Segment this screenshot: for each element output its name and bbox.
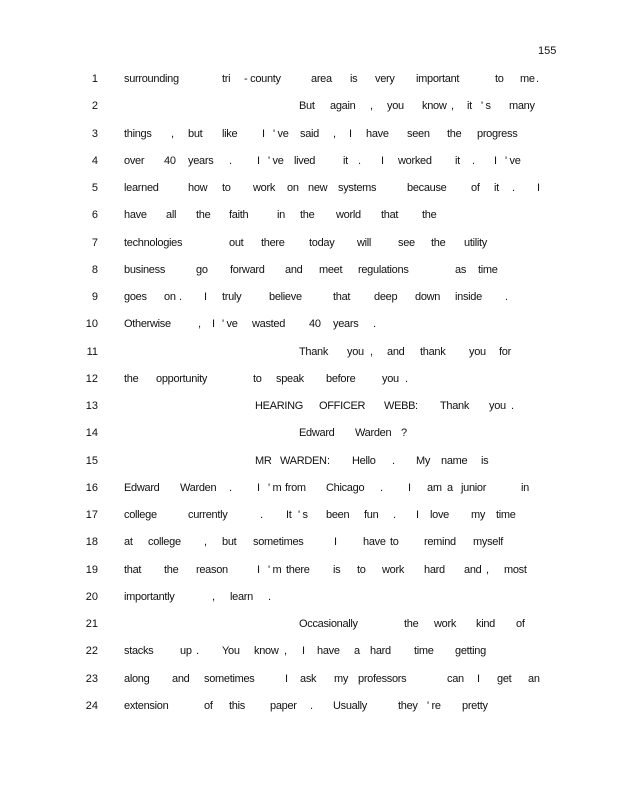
transcript-word: - county [244,73,281,85]
transcript-word: my [334,672,349,685]
transcript-word: I [537,182,540,194]
transcript-word: goes [124,291,147,303]
transcript-word: systems [338,182,377,194]
transcript-word: have [366,127,389,140]
transcript-word: ask [300,672,317,685]
transcript-word: fun [364,509,379,521]
transcript-word: have [124,209,147,222]
transcript-word: area [311,73,332,85]
transcript-line [0,264,618,278]
transcript-word: . [505,291,508,303]
transcript-word: progress [477,127,518,140]
transcript-word: myself [473,536,503,549]
transcript-word: on [164,291,176,303]
line-number: 6 [91,209,98,222]
transcript-word: It [286,509,292,521]
transcript-word: meet [319,263,343,276]
transcript-word: you [387,100,404,113]
transcript-word: down [415,291,441,303]
transcript-word: of [516,618,525,630]
transcript-word: . [472,154,475,167]
transcript-word: ' ve [505,154,521,167]
transcript-word: ? [401,427,407,440]
transcript-word: have [363,536,386,549]
transcript-word: like [222,127,238,140]
transcript-word: learn [230,590,253,603]
line-number: 24 [85,699,98,712]
transcript-word: Usually [333,699,367,712]
transcript-word: ' ve [273,127,289,140]
transcript-word: , [370,345,373,358]
transcript-word: . [393,509,396,521]
transcript-word: the [300,209,315,222]
transcript-line [0,536,618,550]
transcript-word: they [398,699,418,712]
transcript-word: , [204,536,207,549]
line-number: 19 [85,563,98,576]
transcript-word: is [333,563,341,576]
line-number: 21 [85,618,98,630]
transcript-word: ' s [298,509,308,521]
transcript-line [0,73,618,87]
transcript-word: today [309,236,335,249]
transcript-word: college [148,536,181,549]
transcript-word: years [188,154,214,167]
transcript-word: , [212,590,215,603]
transcript-word: kind [476,618,495,630]
transcript-word: world [336,209,361,222]
transcript-word: work [253,182,276,194]
transcript-word: thank [420,345,446,358]
transcript-word: work [434,618,457,630]
transcript-word: there [286,563,310,576]
transcript-word: . [392,454,395,467]
transcript-word: and [172,672,190,685]
transcript-word: can [447,672,464,685]
line-number: 2 [91,100,98,113]
transcript-line [0,645,618,659]
transcript-word: Edward [124,481,160,494]
transcript-word: an [528,672,540,685]
transcript-word: paper [270,699,297,712]
transcript-word: opportunity [156,372,208,385]
transcript-word: remind [424,536,456,549]
transcript-word: tri [222,73,231,85]
transcript-word: you [489,400,506,412]
transcript-word: , [486,563,489,576]
transcript-line [0,591,618,605]
transcript-word: faith [229,209,249,222]
transcript-word: the [431,236,446,249]
transcript-line [0,209,618,223]
transcript-word: importantly [124,590,175,603]
transcript-word: said [300,127,319,140]
transcript-word: ' s [481,100,491,113]
transcript-word: the [196,209,211,222]
transcript-word: OFFICER [319,400,366,412]
transcript-word: but [222,536,237,549]
transcript-word: along [124,672,150,685]
transcript-word: and [285,263,303,276]
transcript-word: things [124,127,152,140]
transcript-line [0,128,618,142]
transcript-word: time [496,509,516,521]
transcript-word: extension [124,699,169,712]
line-number: 20 [85,590,98,603]
transcript-word: surrounding [124,73,179,85]
transcript-word: I [416,509,419,521]
line-number: 22 [85,645,98,658]
transcript-word: hard [424,563,445,576]
line-number: 15 [85,454,98,467]
transcript-word: wasted [252,318,286,331]
transcript-word: . [511,400,514,412]
transcript-word: at [124,536,133,549]
transcript-word: worked [398,154,432,167]
transcript-word: in [277,209,285,222]
transcript-word: learned [124,182,159,194]
transcript-line [0,509,618,523]
transcript-word: how [188,182,208,194]
transcript-word: work [382,563,405,576]
transcript-line [0,673,618,687]
transcript-line [0,318,618,332]
transcript-word: that [124,563,142,576]
transcript-word: You [222,645,240,658]
transcript-word: . [229,481,232,494]
transcript-word: love [430,509,449,521]
transcript-word: I [381,154,384,167]
transcript-word: college [124,509,157,521]
transcript-word: out [229,236,244,249]
transcript-line [0,182,618,196]
transcript-word: a [447,481,453,494]
transcript-word: that [381,209,399,222]
transcript-word: my [471,509,486,521]
transcript-word: this [229,699,245,712]
transcript-word: Thank [440,400,470,412]
transcript-line [0,455,618,469]
transcript-word: years [333,318,359,331]
transcript-word: inside [455,291,482,303]
transcript-word: as [455,263,467,276]
line-number: 14 [85,427,98,440]
line-number: 17 [85,509,98,521]
transcript-word: very [375,73,395,85]
transcript-word: sometimes [253,536,304,549]
transcript-word: in [521,481,529,494]
transcript-word: the [447,127,462,140]
transcript-word: , [284,645,287,658]
transcript-word: ' ve [222,318,238,331]
transcript-word: to [390,536,399,549]
line-number: 5 [91,182,98,194]
transcript-word: that [333,291,351,303]
transcript-word: . [358,154,361,167]
transcript-word: ' m [268,481,282,494]
transcript-word: stacks [124,645,154,658]
transcript-word: ' ve [268,154,284,167]
transcript-word: regulations [358,263,409,276]
line-number: 7 [91,236,98,249]
transcript-word: new [308,182,328,194]
transcript-word: I [302,645,305,658]
line-number: 11 [86,345,98,358]
transcript-word: . [512,182,515,194]
transcript-word: , [171,127,174,140]
line-number: 12 [85,372,98,385]
transcript-word: I [257,481,260,494]
transcript-word: get [497,672,512,685]
line-number: 3 [91,127,98,140]
transcript-word: utility [464,236,487,249]
transcript-word: on [287,182,299,194]
transcript-line [0,482,618,496]
transcript-word: me [520,73,535,85]
transcript-word: before [326,372,356,385]
transcript-word: to [222,182,231,194]
transcript-word: I [349,127,352,140]
transcript-word: a [354,645,360,658]
transcript-word: but [188,127,203,140]
transcript-line [0,373,618,387]
transcript-word: I [334,536,337,549]
transcript-word: . [310,699,313,712]
line-number: 8 [91,263,98,276]
transcript-line [0,700,618,714]
transcript-word: , [370,100,373,113]
transcript-word: there [261,236,285,249]
transcript-word: the [404,618,419,630]
transcript-word: MR [255,454,272,467]
transcript-word: I [204,291,207,303]
transcript-word: 40 [164,154,176,167]
transcript-word: up [180,645,192,658]
transcript-word: I [285,672,288,685]
transcript-word: I [262,127,265,140]
transcript-word: forward [230,263,265,276]
transcript-word: hard [370,645,391,658]
transcript-word: . [405,372,408,385]
transcript-line [0,237,618,251]
transcript-word: 40 [309,318,321,331]
transcript-word: , [333,127,336,140]
transcript-word: I [494,154,497,167]
transcript-word: reason [196,563,228,576]
transcript-word: you [347,345,364,358]
transcript-word: for [499,345,511,358]
transcript-word: . [179,291,182,303]
transcript-word: to [495,73,504,85]
transcript-line [0,564,618,578]
line-number: 9 [91,291,98,303]
transcript-line [0,618,618,632]
transcript-word: from [285,481,306,494]
transcript-word: : [415,400,418,412]
transcript-word: Chicago [326,481,365,494]
transcript-word: HEARING [255,400,304,412]
transcript-word: Edward [299,427,335,440]
transcript-word: . [260,509,263,521]
transcript-word: you [382,372,399,385]
transcript-word: time [478,263,498,276]
transcript-word: and [464,563,482,576]
transcript-word: Occasionally [299,618,358,630]
transcript-word: the [422,209,437,222]
transcript-line [0,346,618,360]
transcript-word: been [326,509,350,521]
line-number: 13 [85,400,98,412]
page-number: 155 [538,45,557,57]
transcript-line [0,427,618,441]
transcript-word: professors [358,672,407,685]
transcript-word: to [357,563,366,576]
transcript-word: . [196,645,199,658]
transcript-word: getting [455,645,486,658]
transcript-word: currently [188,509,228,521]
transcript-word: technologies [124,236,183,249]
transcript-word: again [330,100,356,113]
transcript-word: But [299,100,315,113]
transcript-word: all [166,209,177,222]
transcript-word: seen [407,127,430,140]
transcript-word: because [407,182,447,194]
transcript-word: WARDEN [280,454,327,467]
transcript-word: the [164,563,179,576]
transcript-word: it [467,100,472,113]
transcript-word: many [509,100,535,113]
transcript-word: ' re [427,699,441,712]
line-number: 18 [85,536,98,549]
transcript-word: have [317,645,340,658]
transcript-word: most [504,563,527,576]
transcript-word: the [124,372,139,385]
transcript-word: know [254,645,279,658]
transcript-word: I [477,672,480,685]
transcript-word: of [471,182,480,194]
transcript-word: important [416,73,460,85]
transcript-word: it [455,154,460,167]
transcript-word: , [451,100,454,113]
transcript-line [0,100,618,114]
transcript-word: is [481,454,489,467]
transcript-word: . [373,318,376,331]
transcript-word: it [494,182,499,194]
transcript-word: Warden [180,481,217,494]
transcript-word: I [212,318,215,331]
transcript-word: Hello [352,454,376,467]
transcript-word: Thank [299,345,329,358]
transcript-word: over [124,154,145,167]
transcript-word: know [422,100,447,113]
transcript-word: truly [222,291,242,303]
transcript-word: of [204,699,213,712]
transcript-word: see [398,236,415,249]
transcript-word: name [441,454,468,467]
transcript-word: to [253,372,262,385]
transcript-word: My [416,454,431,467]
transcript-word: pretty [462,699,488,712]
transcript-word: Warden [355,427,392,440]
transcript-word: I [257,563,260,576]
transcript-word: go [196,263,208,276]
transcript-word: and [387,345,405,358]
transcript-word: it [343,154,348,167]
line-number: 16 [85,481,98,494]
transcript-word: am [427,481,442,494]
transcript-word: ' m [268,563,282,576]
line-number: 1 [91,73,98,85]
transcript-word: sometimes [204,672,255,685]
transcript-word: junior [461,481,487,494]
transcript-word: , [198,318,201,331]
transcript-word: : [327,454,330,467]
transcript-word: I [408,481,411,494]
transcript-line [0,155,618,169]
transcript-line [0,400,618,414]
transcript-word: speak [276,372,304,385]
transcript-word: deep [374,291,398,303]
transcript-word: lived [294,154,316,167]
transcript-line [0,291,618,305]
transcript-word: business [124,263,166,276]
transcript-word: . [229,154,232,167]
transcript-word: . [380,481,383,494]
transcript-word: you [469,345,486,358]
transcript-word: will [357,236,372,249]
line-number: 23 [85,672,98,685]
transcript-word: Otherwise [124,318,171,331]
line-number: 4 [91,154,98,167]
transcript-word: time [414,645,434,658]
transcript-word: is [350,73,358,85]
transcript-word: believe [269,291,302,303]
transcript-word: . [268,590,271,603]
transcript-word: WEBB [384,400,416,412]
transcript-word: I [257,154,260,167]
transcript-word: . [536,73,539,85]
line-number: 10 [85,318,98,331]
